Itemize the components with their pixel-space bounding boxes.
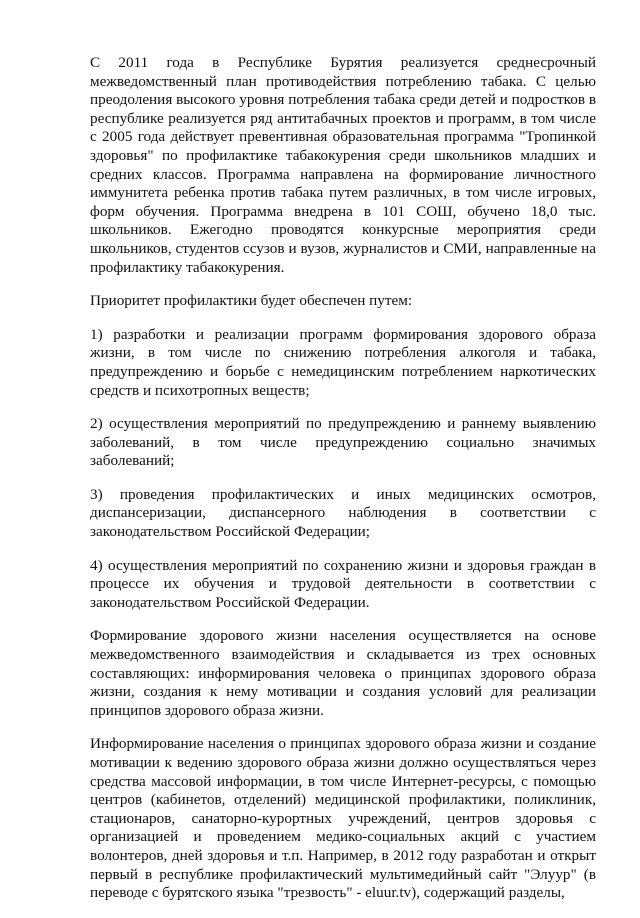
paragraph-prevention-priority: Приоритет профилактики будет обеспечен путем: [90,292,413,310]
paragraph-item-1: 1) разработки и реализации программ формирования здорового образа жизни, в том числе по снижению потребления алкоголя и табака, предупреждению и борьбе с немедицинским потреблением наркотических средств и психотропных веществ; [90,325,596,399]
paragraph-item-2: 2) осуществления мероприятий по предупреждению и раннему выявлению заболеваний, в том числе предупреждению социально значимых заболеваний; [90,415,596,470]
paragraph-item-3: 3) проведения профилактических и иных медицинских осмотров, диспансеризации, диспансерного наблюдения в соответствии с законодательством Российской Федерации; [90,485,596,541]
paragraph-item-4: 4) осуществления мероприятий по сохранению жизни и здоровья граждан в процессе их обучения и трудовой деятельности в соответствии с законодательством Российской Федерации. [90,556,596,611]
document-page [90,54,596,918]
paragraph-healthy-lifestyle: Формирование здорового жизни населения осуществляется на основе межведомственного взаимодействия и складывается из трех основных составляющих: информирования человека о принципах здорового образа жизни, создания к нему мотивации и создания условий для реализации принципов здорового образа жизни. [90,627,596,719]
paragraph-tobacco-plan: С 2011 года в Республике Бурятия реализуется среднесрочный межведомственный план противодействия потреблению табака. С целью преодоления высокого уровня потребления табака среди детей и подростков в республике реализуется ряд антитабачных проектов и программ, в том числе с 2005 года действует превентивная образовательная программа "Тропинкой здоровья" по профилактике табакокурения среди школьников младших и средних классов. Программа направлена на формирование личностного иммунитета ребенка против табака путем различных, в том числе игровых, форм обучения. Программа внедрена в 101 СОШ, обучено 18,0 тыс. школьников. Ежегодно проводятся конкурсные мероприятия среди школьников, студентов ссузов и вузов, журналистов и СМИ, направленные на профилактику табакокурения. [90,54,596,276]
paragraph-informing-population: Информирование населения о принципах здорового образа жизни и создание мотивации к ведению здорового образа жизни должно осуществляться через средства массовой информации, в том числе Интернет-ресурсы, с помощью центров (кабинетов, отделений) медицинской профилактики, поликлиник, стационаров, санаторно-курортных учреждений, центров здоровья с организацией и проведением медико-социальных акций с участием волонтеров, дней здоровья и т.п. Например, в 2012 году разработан и открыт первый в республике профилактический мультимедийный сайт "Элуур" (в переводе с бурятского языка "трезвость" - eluur.tv), содержащий разделы, [90,735,596,902]
